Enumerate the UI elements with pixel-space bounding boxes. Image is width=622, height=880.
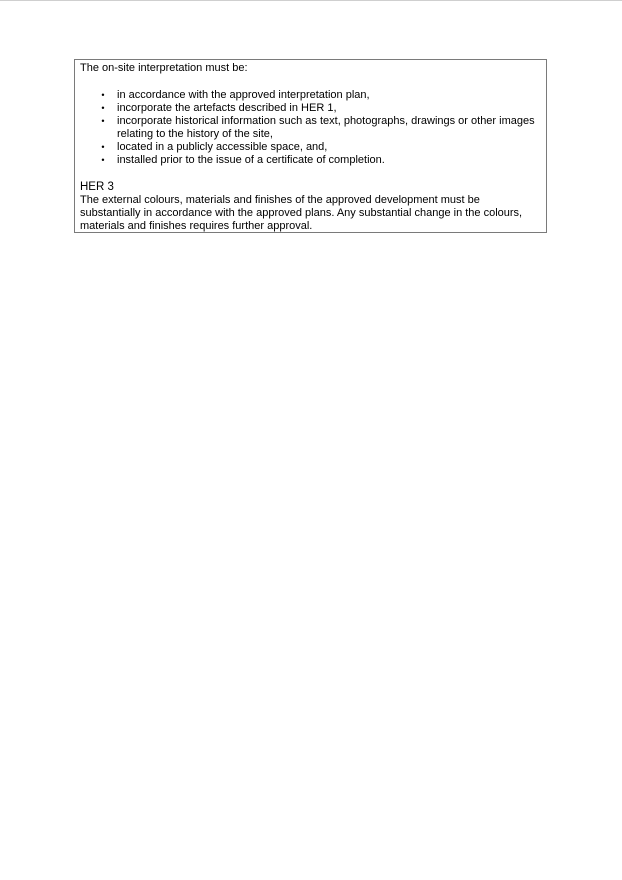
list-item [80, 115, 540, 141]
bullet-icon: • [101, 142, 105, 152]
condition-text: The external colours, materials and finishes of the approved development must be substantially in accordance with the approved plans. Any substantial change in the colours, materials and finishes requires further approval. [80, 194, 523, 232]
list-item [80, 89, 540, 102]
document-page [0, 1, 622, 880]
condition-heading: HER 3 [80, 181, 114, 193]
bullet-icon: • [101, 155, 105, 165]
list-item-text: installed prior to the issue of a certificate of completion. [117, 154, 385, 166]
interpretation-intro: The on-site interpretation must be: [80, 62, 248, 74]
conditions-table-cell [74, 59, 547, 233]
list-item [80, 154, 540, 167]
interpretation-requirements-list [80, 89, 540, 167]
list-item-text: incorporate the artefacts described in HER 1, [117, 102, 337, 114]
list-item [80, 141, 540, 154]
list-item-text: in accordance with the approved interpretation plan, [117, 89, 370, 101]
bullet-icon: • [101, 116, 105, 126]
list-item-text: located in a publicly accessible space, and, [117, 141, 328, 153]
bullet-icon: • [101, 90, 105, 100]
list-item-text: incorporate historical information such as text, photographs, drawings or other images relating to the history of the site, [117, 115, 535, 140]
list-item [80, 102, 540, 115]
bullet-icon: • [101, 103, 105, 113]
